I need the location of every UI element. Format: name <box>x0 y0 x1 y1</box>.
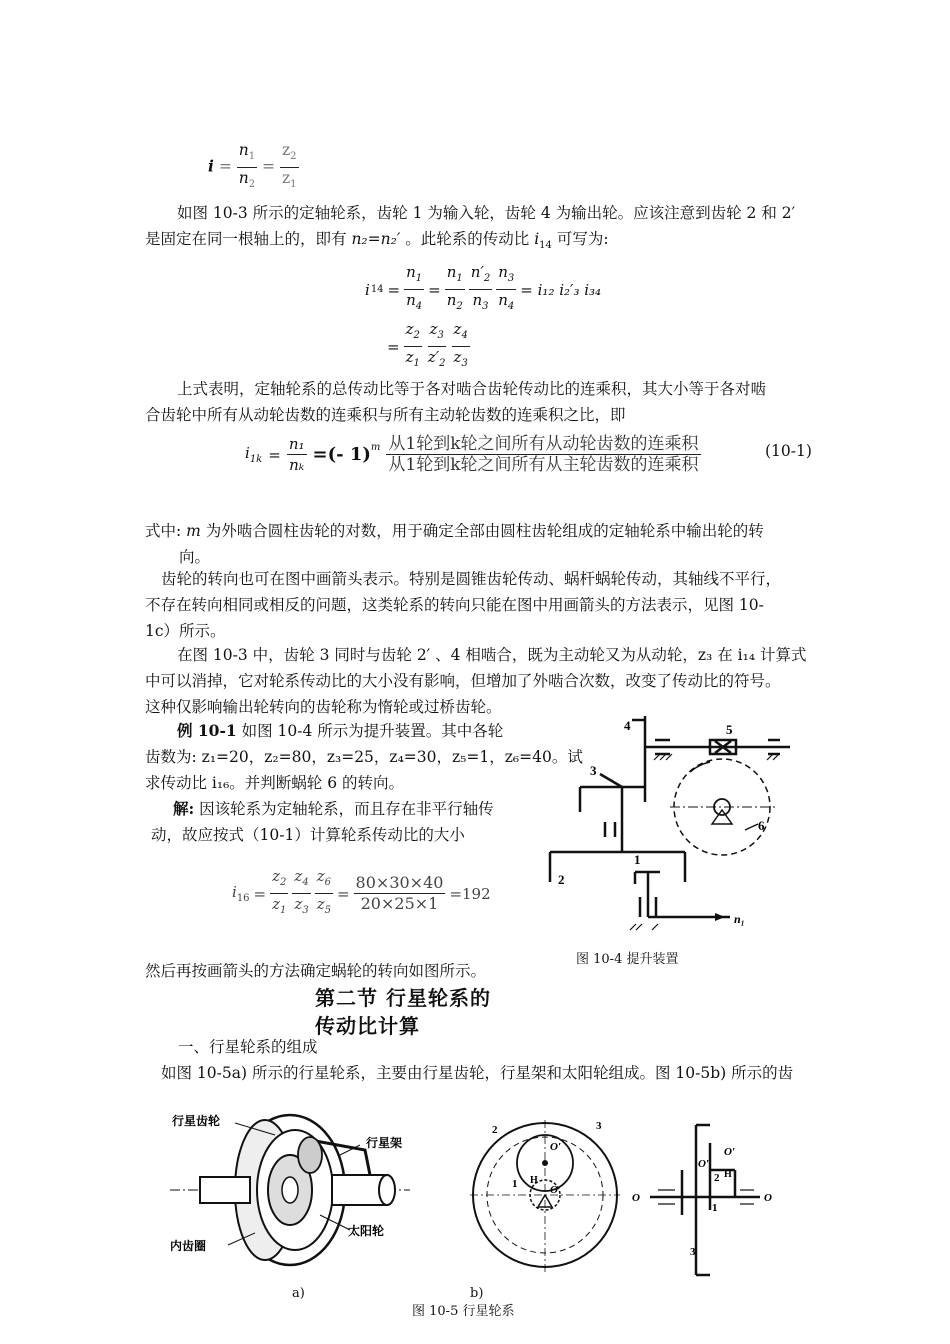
fig5a-label-carrier: 行星架 <box>366 1136 403 1150</box>
fig5b-side-2: 2 <box>714 1172 720 1184</box>
paragraph-where-m: 式中: m 为外啮合圆柱齿轮的对数，用于确定全部由圆柱齿轮组成的定轴轮系中输出轮的转 向。 <box>145 522 764 566</box>
formula-10-1: $i_{1k}$ = $\frac{\text{n₁}}{\text{nₖ}}$ =(- 1) $^m$ $\frac{\text{从1轮到k轮之间所有从动轮齿数的连乘积}}{\text{从1轮到k轮之间所有从主轮齿数的连乘积}}$ <box>245 434 699 475</box>
fig5b-side-O-left: O <box>632 1192 640 1204</box>
fig5b-side-3: 3 <box>690 1246 696 1258</box>
fig5b-label-3: 3 <box>596 1120 602 1132</box>
fig5b-label-Oprime: O′ <box>550 1141 562 1153</box>
paragraph-idler-gear: 在图 10-3 中，齿轮 3 同时与齿轮 2′ 、4 相啮合，既为主动轮又为从动轮，z₃ 在 i₁₄ 计算式 中可以消掉，它对轮系传动比的大小没有影响，但增加了外啮合次数，改变了传动比的符号。 这种仅影响输出轮转向的齿轮称为惰轮或过桥齿轮。 <box>145 646 807 716</box>
fig4-label-4: 4 <box>624 718 631 733</box>
fig4-label-5: 5 <box>726 722 733 737</box>
fig5a-label-ring: 内齿圈 <box>170 1239 207 1253</box>
fig4-label-n1: n₁ <box>734 912 745 926</box>
equation-number: (10-1) <box>765 442 812 460</box>
fig5b-side-H: H <box>724 1169 732 1180</box>
fig5a-label-sun: 太阳轮 <box>348 1224 385 1238</box>
paragraph-arrow-direction: 齿轮的转向也可在图中画箭头表示。特别是圆锥齿轮传动、蜗杆蜗轮传动，其轴线不平行， 不存在转向相同或相反的问题，这类轮系的转向只能在图中用画箭头的方法表示，见图 10- 1c）所示。 <box>145 570 782 640</box>
fig4-label-2: 2 <box>558 872 565 887</box>
paragraph-worm-direction: 然后再按画箭头的方法确定蜗轮的转向如图所示。 <box>145 962 487 980</box>
fig5b-label-O: O <box>550 1184 558 1196</box>
figure-10-5-caption: 图 10-5 行星轮系 <box>412 1304 515 1319</box>
section-heading: 第二节 行星轮系的 传动比计算 <box>315 986 491 1038</box>
subsection-heading: 一、行星轮系的组成 <box>178 1038 318 1056</box>
formula-ratio-basic: i = $\frac{n_1}{n_2}$ = $\frac{z_2}{z_1}$ <box>208 141 297 191</box>
figure-10-4-hoist <box>540 712 820 947</box>
figure-10-5a-label: a) <box>292 1286 305 1301</box>
formula-i16: $i_{16}$ = $\frac{z_2}{z_1}$ $\frac{z_4}{z_3}$ $\frac{z_6}{z_5}$ = $\frac{80\times 30\times 40}{20\times 25\times 1}$ =192 <box>232 867 491 916</box>
fig5b-label-1: 1 <box>512 1178 518 1190</box>
paragraph-fig10-3: 如图 10-3 所示的定轴轮系，齿轮 1 为输入轮，齿轮 4 为输出轮。应该注意到齿轮 2 和 2′ 是固定在同一根轴上的，即有 n₂=n₂′ 。此轮系的传动比 $i_{14}$ 可写为: <box>145 204 796 252</box>
fig5b-label-2: 2 <box>492 1124 498 1136</box>
figure-10-4-caption: 图 10-4 提升装置 <box>576 952 679 967</box>
example-10-1: 例 10-1 如图 10-4 所示为提升装置。其中各轮 齿数为: z₁=20，z₂=80，z₃=25，z₄=30，z₅=1，z₆=40。试 求传动比 i₁₆。并判断蜗轮 6 的转向。 解: 因该轮系为定轴轮系，而且存在非平行轴传 动，故应按式（10-1）计算轮系传动比的大小 <box>145 721 583 844</box>
paragraph-total-ratio: 上式表明，定轴轮系的总传动比等于各对啮合齿轮传动比的连乘积，其大小等于各对啮 合齿轮中所有从动轮齿数的连乘积与所有主动轮齿数的连乘积之比，即 <box>145 380 767 424</box>
formula-i14: i 14 = $\frac{n_1}{n_4}$ = $\frac{n_1}{n_2}$ $\frac{n'_2}{n_3}$ $\frac{n_3}{n_4}$ = i₁₂ i₂′₃ i₃₄ = $\frac{z_2}{z_1}$ $\frac{z_3}{z'_2}$ $\frac{z_4}{z_3}$ <box>365 263 602 369</box>
fig5a-label-planet: 行星齿轮 <box>172 1114 221 1128</box>
paragraph-planetary: 如图 10-5a) 所示的行星轮系，主要由行星齿轮，行星架和太阳轮组成。图 10-5b) 所示的齿 <box>161 1064 794 1082</box>
fig4-label-1: 1 <box>634 852 641 867</box>
figure-10-5a-planetary <box>160 1105 420 1285</box>
fig4-label-3: 3 <box>590 763 597 778</box>
fig5b-side-Oprime-1: O′ <box>724 1146 736 1158</box>
figure-10-5b-label: b) <box>470 1286 484 1301</box>
fig5b-side-O-right: O <box>764 1192 772 1204</box>
fig5b-label-H: H <box>530 1175 538 1186</box>
fig5b-side-Oprime-2: O′ <box>698 1158 710 1170</box>
figure-10-5b-planetary <box>460 1115 790 1285</box>
fig5b-side-1: 1 <box>712 1202 718 1214</box>
fig4-label-6: 6 <box>758 818 765 833</box>
